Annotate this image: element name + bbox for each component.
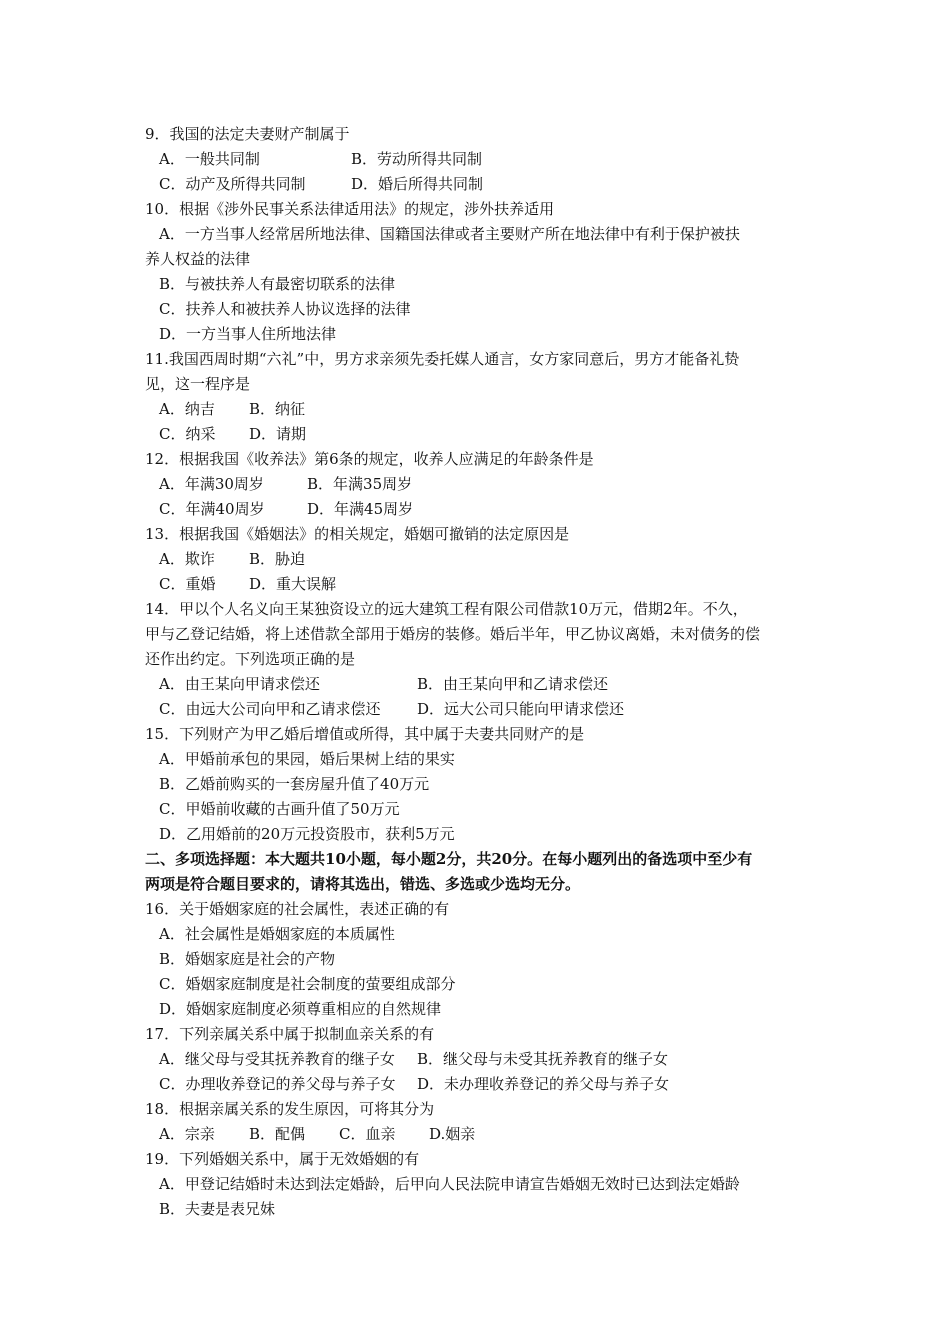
question-11-option-d: D．请期: [249, 425, 307, 443]
question-15-option-d: D．乙用婚前的20万元投资股市，获利5万元: [159, 825, 455, 843]
section-2-heading-line1: 二、多项选择题：本大题共10小题，每小题2分，共20分。在每小题列出的备选项中至少有: [145, 850, 753, 868]
question-17-option-c: C．办理收养登记的养父母与养子女: [159, 1075, 396, 1093]
question-10-option-d: D．一方当事人住所地法律: [159, 325, 337, 343]
question-12-options-row2: [145, 497, 825, 522]
question-9-option-b: B．劳动所得共同制: [351, 150, 483, 168]
question-10-option-b: B．与被扶养人有最密切联系的法律: [159, 275, 396, 293]
question-18-option-a: A．宗亲: [159, 1125, 215, 1143]
question-10-option-c: C．扶养人和被扶养人协议选择的法律: [159, 300, 411, 318]
question-13-options-row1: [145, 547, 825, 572]
question-9-option-d: D．婚后所得共同制: [351, 175, 484, 193]
question-17-option-b: B．继父母与未受其抚养教育的继子女: [417, 1050, 669, 1068]
question-17-options-row1: [145, 1047, 825, 1072]
question-18-option-c: C．血亲: [339, 1125, 396, 1143]
question-12-options-row1: [145, 472, 825, 497]
question-13-option-a: A．欺诈: [159, 550, 215, 568]
question-9-options-row2: [145, 172, 825, 197]
question-13-option-b: B．胁迫: [249, 550, 306, 568]
question-11-option-b: B．纳征: [249, 400, 306, 418]
question-9-option-a: A．一般共同制: [159, 150, 260, 168]
question-16-option-c: C．婚姻家庭制度是社会制度的萤要组成部分: [159, 975, 456, 993]
question-12-option-a: A．年满30周岁: [159, 475, 264, 493]
question-13-option-d: D．重大误解: [249, 575, 337, 593]
question-14-option-a: A．由王某向甲请求偿还: [159, 675, 320, 693]
question-16-option-b: B．婚姻家庭是社会的产物: [159, 950, 336, 968]
question-17-options-row2: [145, 1072, 825, 1097]
question-15-option-b: B．乙婚前购买的一套房屋升值了40万元: [159, 775, 430, 793]
question-14-option-d: D．远大公司只能向甲请求偿还: [417, 700, 625, 718]
question-16-option-a: A．社会属性是婚姻家庭的本质属性: [159, 925, 395, 943]
question-11-option-c: C．纳采: [159, 425, 216, 443]
question-19-option-a: A．甲登记结婚时未达到法定婚龄，后甲向人民法院申请宣告婚姻无效时已达到法定婚龄: [159, 1175, 740, 1193]
question-12-option-c: C．年满40周岁: [159, 500, 265, 518]
question-16-option-d: D．婚姻家庭制度必须尊重相应的自然规律: [159, 1000, 442, 1018]
question-12-option-b: B．年满35周岁: [307, 475, 413, 493]
question-17-option-a: A．继父母与受其抚养教育的继子女: [159, 1050, 395, 1068]
section-2-heading-line2: 两项是符合题目要求的，请将其选出，错选、多选或少选均无分。: [145, 875, 581, 893]
question-11-stem-line1: 11.我国西周时期“六礼”中，男方求亲须先委托媒人通言，女方家同意后，男方才能备礼贽: [145, 350, 740, 368]
question-15-stem: 15．下列财产为甲乙婚后增值或所得，其中属于夫妻共同财产的是: [145, 725, 585, 743]
question-19-option-b: B．夫妻是表兄妹: [159, 1200, 276, 1218]
question-11-options-row1: [145, 397, 825, 422]
question-9-options-row1: [145, 147, 825, 172]
question-14-stem-line3: 还作出约定。下列选项正确的是: [145, 650, 356, 668]
question-15-option-c: C．甲婚前收藏的古画升值了50万元: [159, 800, 400, 818]
question-15-option-a: A．甲婚前承包的果园，婚后果树上结的果实: [159, 750, 455, 768]
question-18-options-row: [145, 1122, 825, 1147]
question-16-stem: 16．关于婚姻家庭的社会属性，表述正确的有: [145, 900, 450, 918]
question-13-option-c: C．重婚: [159, 575, 216, 593]
question-19-stem: 19．下列婚姻关系中，属于无效婚姻的有: [145, 1150, 420, 1168]
question-18-option-b: B．配偶: [249, 1125, 306, 1143]
question-14-option-b: B．由王某向甲和乙请求偿还: [417, 675, 609, 693]
exam-page: [145, 122, 825, 1222]
question-10-option-a-line1: A．一方当事人经常居所地法律、国籍国法律或者主要财产所在地法律中有利于保护被扶: [159, 225, 740, 243]
question-14-option-c: C．由远大公司向甲和乙请求偿还: [159, 700, 381, 718]
question-18-option-d: D.姻亲: [429, 1125, 476, 1143]
question-9-stem: 9．我国的法定夫妻财产制属于: [145, 125, 350, 143]
question-14-stem-line2: 甲与乙登记结婚，将上述借款全部用于婚房的装修。婚后半年，甲乙协议离婚，未对债务的偿: [145, 625, 761, 643]
question-10-option-a-line2: 养人权益的法律: [145, 250, 251, 268]
question-14-stem-line1: 14．甲以个人名义向王某独资设立的远大建筑工程有限公司借款10万元，借期2年。不久，: [145, 600, 748, 618]
question-17-stem: 17．下列亲属关系中属于拟制血亲关系的有: [145, 1025, 435, 1043]
question-11-options-row2: [145, 422, 825, 447]
question-13-options-row2: [145, 572, 825, 597]
question-13-stem: 13．根据我国《婚姻法》的相关规定，婚姻可撤销的法定原因是: [145, 525, 570, 543]
question-18-stem: 18．根据亲属关系的发生原因，可将其分为: [145, 1100, 435, 1118]
question-12-stem: 12．根据我国《收养法》第6条的规定，收养人应满足的年龄条件是: [145, 450, 594, 468]
question-11-option-a: A．纳吉: [159, 400, 215, 418]
question-14-options-row2: [145, 697, 825, 722]
question-10-stem: 10．根据《涉外民事关系法律适用法》的规定，涉外扶养适用: [145, 200, 555, 218]
question-11-stem-line2: 见，这一程序是: [145, 375, 251, 393]
question-12-option-d: D．年满45周岁: [307, 500, 414, 518]
question-17-option-d: D．未办理收养登记的养父母与养子女: [417, 1075, 670, 1093]
question-9-option-c: C．动产及所得共同制: [159, 175, 306, 193]
question-14-options-row1: [145, 672, 825, 697]
